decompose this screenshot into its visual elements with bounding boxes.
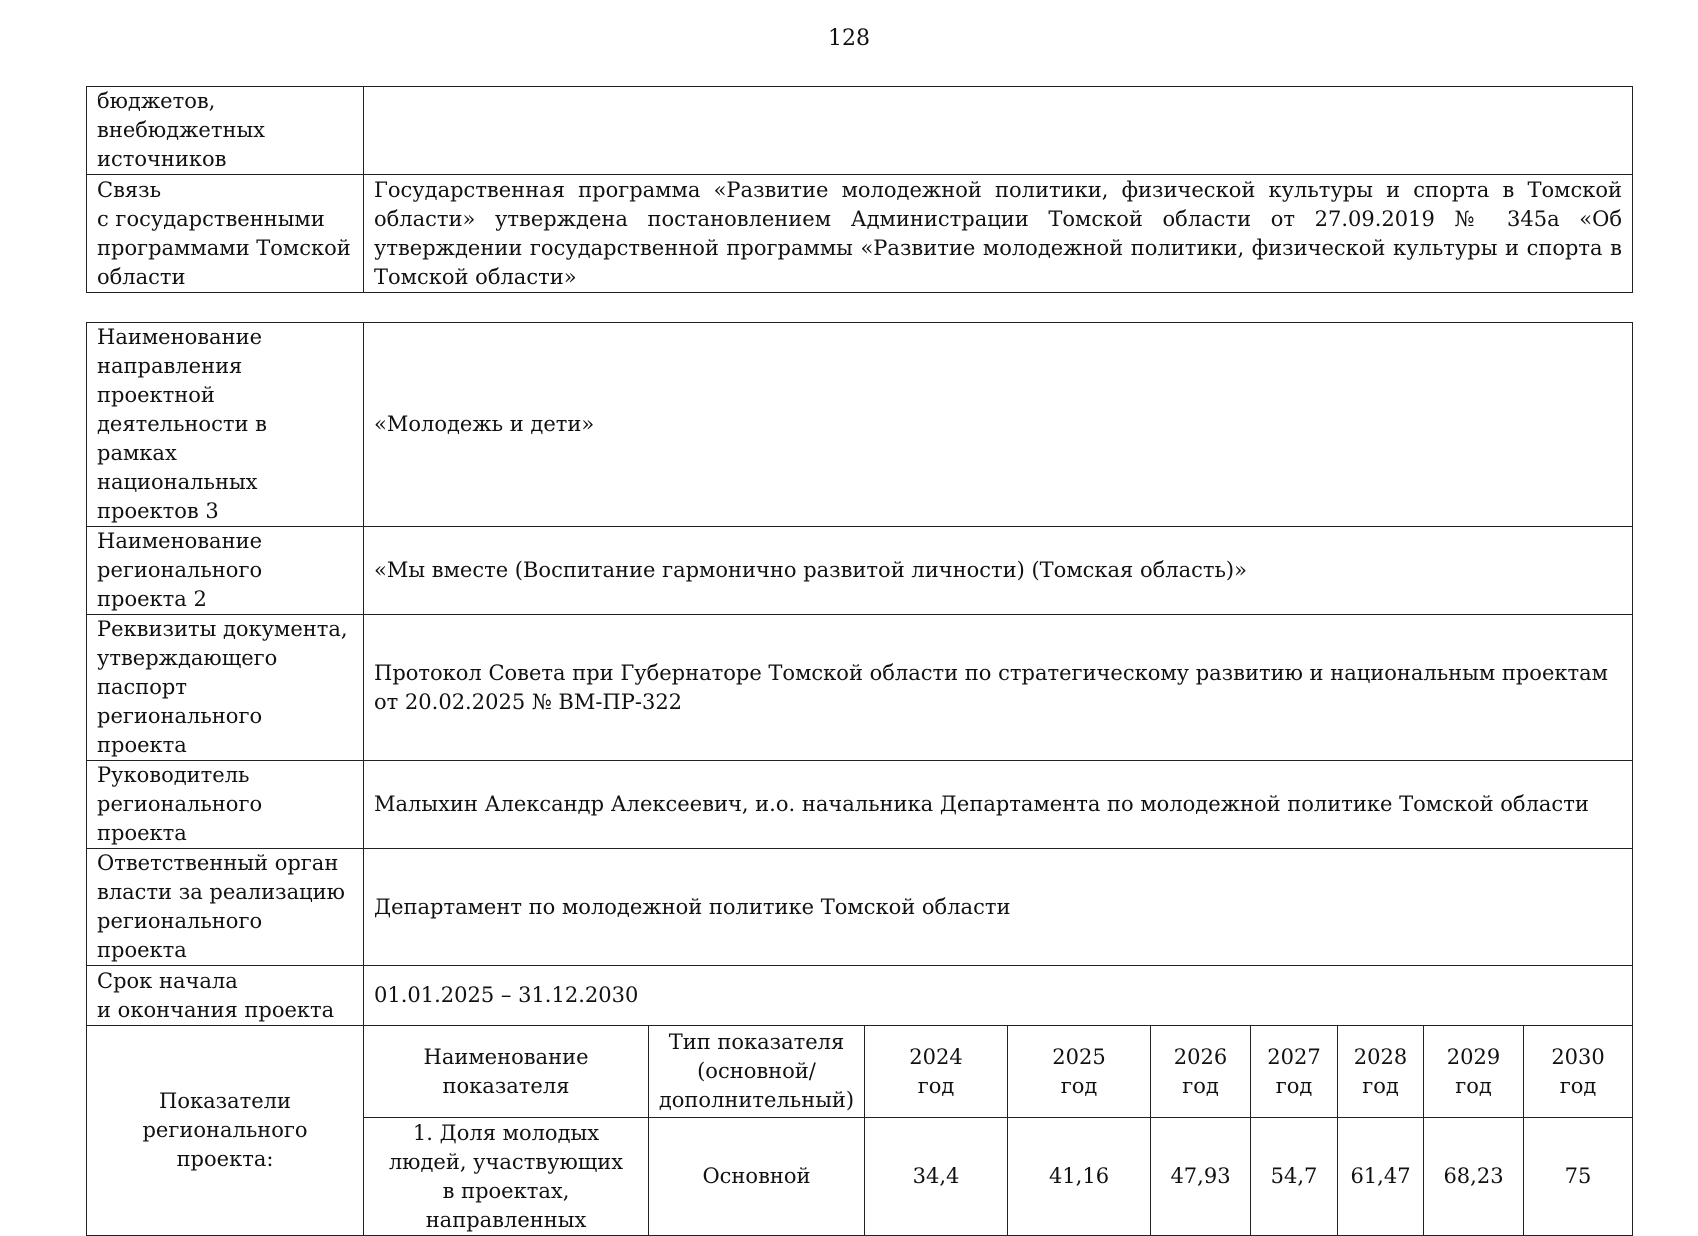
table-row — [87, 175, 1633, 293]
row-label-responsible: Ответственный орган власти за реализацию регионального проекта — [87, 849, 364, 966]
table-row — [87, 966, 1633, 1026]
row-value-project-name: «Мы вместе (Воспитание гармонично развитой личности) (Томская область)» — [364, 527, 1633, 615]
header-year-2027: 2027 год — [1251, 1026, 1338, 1118]
regional-project-table — [86, 322, 1633, 1236]
header-year-2025: 2025 год — [1008, 1026, 1151, 1118]
header-indicator-name: Наименование показателя — [364, 1026, 649, 1118]
header-year-2026: 2026 год — [1151, 1026, 1251, 1118]
row-label-state-programs: Связь с государственными программами Томской области — [87, 175, 364, 293]
header-year-2028: 2028 год — [1338, 1026, 1424, 1118]
indicator-value-2030: 75 — [1524, 1118, 1633, 1236]
row-label-direction: Наименование направления проектной деятельности в рамках национальных проектов 3 — [87, 323, 364, 527]
indicator-value-2028: 61,47 — [1338, 1118, 1424, 1236]
row-value-term: 01.01.2025 – 31.12.2030 — [364, 966, 1633, 1026]
row-value-direction: «Молодежь и дети» — [364, 323, 1633, 527]
row-label-term: Срок начала и окончания проекта — [87, 966, 364, 1026]
indicator-value-2026: 47,93 — [1151, 1118, 1251, 1236]
table-row — [87, 527, 1633, 615]
table-row — [87, 849, 1633, 966]
table-row — [87, 323, 1633, 527]
row-label-budgets: бюджетов, внебюджетных источников — [87, 87, 364, 175]
passport-table-continued — [86, 86, 1633, 293]
header-year-2029: 2029 год — [1424, 1026, 1524, 1118]
row-value-head: Малыхин Александр Алексеевич, и.о. начальника Департамента по молодежной политике Томской области — [364, 761, 1633, 849]
header-year-2024: 2024 год — [865, 1026, 1008, 1118]
header-year-2030: 2030 год — [1524, 1026, 1633, 1118]
row-label-project-name: Наименование регионального проекта 2 — [87, 527, 364, 615]
table-row — [87, 761, 1633, 849]
table-row — [87, 87, 1633, 175]
row-value-state-programs: Государственная программа «Развитие молодежной политики, физической культуры и спорта в Томской области» утверждена постановлением Администрации Томской области от 27.09.2019 № 345а «Об утверждении государственной программы «Развитие молодежной политики, физической культуры и спорта в Томской области» — [364, 175, 1633, 293]
indicator-value-2024: 34,4 — [865, 1118, 1008, 1236]
table-row — [87, 615, 1633, 761]
indicator-value-2025: 41,16 — [1008, 1118, 1151, 1236]
page-number: 128 — [828, 26, 870, 51]
indicator-value-2029: 68,23 — [1424, 1118, 1524, 1236]
indicator-value-2027: 54,7 — [1251, 1118, 1338, 1236]
indicator-type: Основной — [649, 1118, 865, 1236]
row-value-budgets — [364, 87, 1633, 175]
indicators-header-row — [87, 1026, 1633, 1118]
indicator-name: 1. Доля молодых людей, участвующих в проектах, направленных — [364, 1118, 649, 1236]
row-label-head: Руководитель регионального проекта — [87, 761, 364, 849]
row-label-indicators: Показатели регионального проекта: — [87, 1026, 364, 1236]
row-label-document: Реквизиты документа, утверждающего паспорт регионального проекта — [87, 615, 364, 761]
row-value-document: Протокол Совета при Губернаторе Томской области по стратегическому развитию и национальным проектам от 20.02.2025 № ВМ-ПР-322 — [364, 615, 1633, 761]
header-indicator-type: Тип показателя (основной/ дополнительный) — [649, 1026, 865, 1118]
row-value-responsible: Департамент по молодежной политике Томской области — [364, 849, 1633, 966]
